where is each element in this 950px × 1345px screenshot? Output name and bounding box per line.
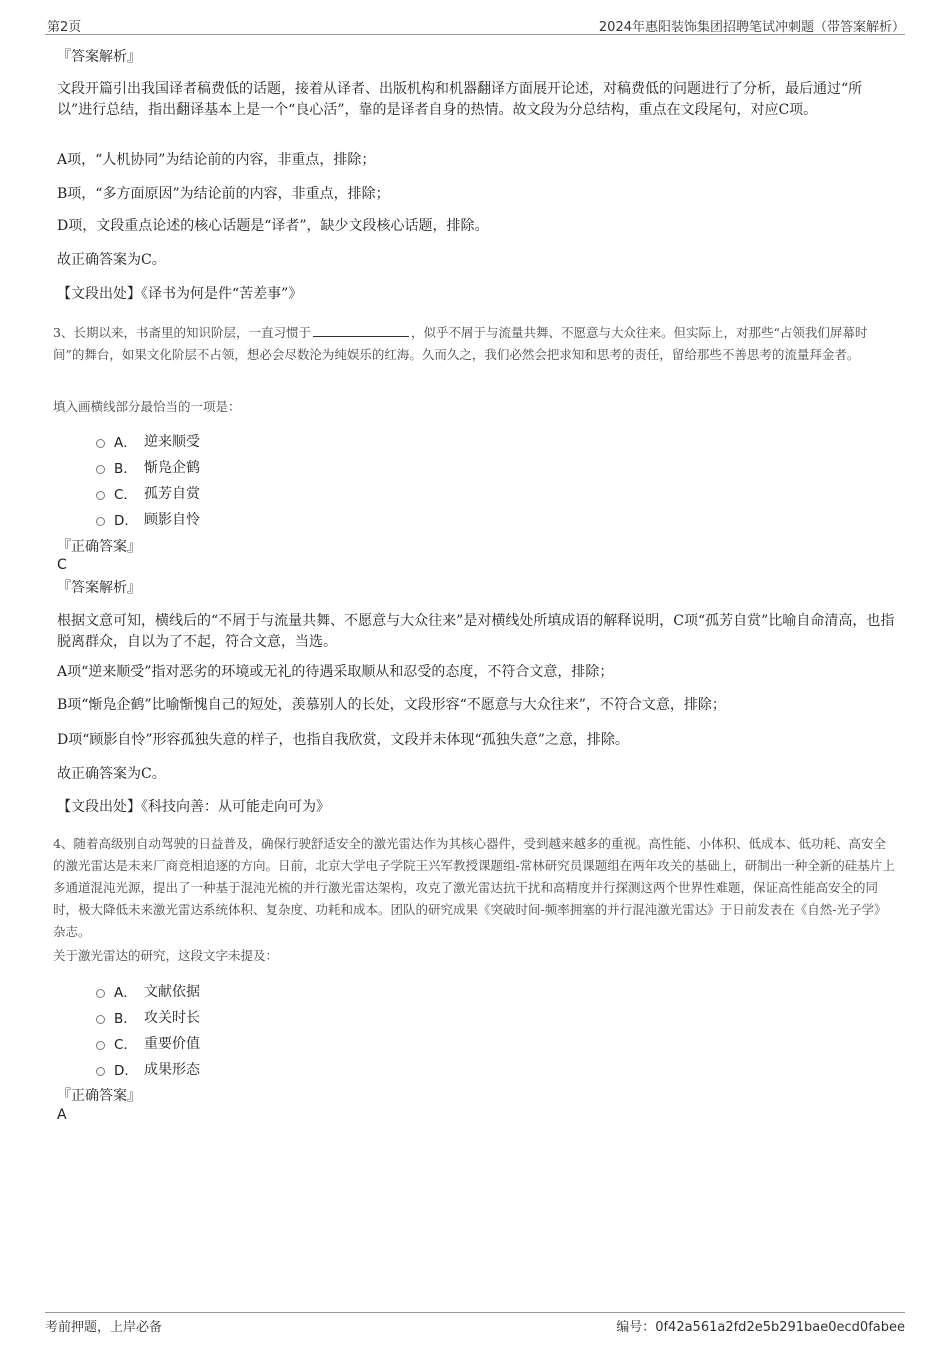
radio-icon[interactable] xyxy=(96,1067,105,1076)
q4-prompt: 关于激光雷达的研究，这段文字未提及： xyxy=(53,948,279,963)
q4-option-b[interactable]: B． 攻关时长 xyxy=(96,1004,200,1030)
q3-option-b[interactable]: B． 惭凫企鹤 xyxy=(96,454,200,480)
q2-analysis-conclusion: 故正确答案为C。 xyxy=(57,252,166,268)
q3-analysis-option-d: D项“顾影自怜”形容孤独失意的样子，也指自我欣赏，文段并未体现“孤独失意”之意，排除。 xyxy=(57,732,629,748)
document-title: 2024年惠阳装饰集团招聘笔试冲刺题（带答案解析） xyxy=(598,20,905,35)
footer-slogan: 考前押题，上岸必备 xyxy=(45,1320,163,1335)
q4-correct-heading: 『正确答案』 xyxy=(57,1088,141,1104)
q2-analysis-paragraph: 文段开篇引出我国译者稿费低的话题，接着从译者、出版机构和机器翻译方面展开论述，对稿费低的问题进行了分析，最后通过“所以”进行总结，指出翻译基本上是一个“良心活”，靠的是译者自身的热情。故文段为分总结构，重点在文段尾句，对应C项。 xyxy=(57,81,863,118)
page-footer xyxy=(45,1312,905,1335)
footer-code xyxy=(616,1316,905,1335)
q4-stem: 4、随着高级别自动驾驶的日益普及，确保行驶舒适安全的激光雷达作为其核心器件，受到越来越多的重视。高性能、小体积、低成本、低功耗、高安全的激光雷达是未来厂商竞相追逐的方向。日前，北京大学电子学院王兴军教授课题组-常林研究员课题组在两年攻关的基础上，研制出一种全新的硅基片上多通道混沌光源，提出了一种基于混沌光梳的并行激光雷达架构，攻克了激光雷达抗干扰和高精度并行探测这两个世界性难题，保证高性能高安全的同时，极大降低未来激光雷达系统体积、复杂度、功耗和成本。团队的研究成果《突破时间-频率拥塞的并行混沌激光雷达》于日前发表在《自然-光子学》杂志。 xyxy=(53,836,895,939)
q2-analysis-option-d: D项，文段重点论述的核心话题是“译者”，缺少文段核心话题，排除。 xyxy=(57,218,489,234)
radio-icon[interactable] xyxy=(96,465,105,474)
page-number: 第2页 xyxy=(47,20,82,35)
radio-icon[interactable] xyxy=(96,1041,105,1050)
q4-option-d[interactable]: D． 成果形态 xyxy=(96,1056,200,1082)
q3-analysis-conclusion: 故正确答案为C。 xyxy=(57,766,166,782)
q2-analysis-option-b: B项，“多方面原因”为结论前的内容，非重点，排除； xyxy=(57,186,390,202)
q4-options xyxy=(96,978,200,1082)
q3-options xyxy=(96,428,200,532)
q3-correct-heading: 『正确答案』 xyxy=(57,539,141,555)
q3-analysis-paragraph: 根据文意可知，横线后的“不屑于与流量共舞、不愿意与大众往来”是对横线处所填成语的解释说明，C项“孤芳自赏”比喻自命清高，也指脱离群众，自以为了不起，符合文意，当选。 xyxy=(57,613,895,650)
q3-source: 【文段出处】《科技向善：从可能走向可为》 xyxy=(57,799,330,815)
radio-icon[interactable] xyxy=(96,1015,105,1024)
page-header xyxy=(45,14,905,35)
q2-source: 【文段出处】《译书为何是件“苦差事”》 xyxy=(57,286,303,302)
q4-option-c[interactable]: C． 重要价值 xyxy=(96,1030,200,1056)
radio-icon[interactable] xyxy=(96,439,105,448)
footer-code-value: 0f42a561a2fd2e5b291bae0ecd0fabee xyxy=(655,1320,905,1335)
q3-correct-answer: C xyxy=(57,557,67,573)
q3-analysis-option-a: A项“逆来顺受”指对恶劣的环境或无礼的待遇采取顺从和忍受的态度，不符合文意，排除； xyxy=(57,664,614,680)
radio-icon[interactable] xyxy=(96,517,105,526)
q3-stem-before: 3、长期以来，书斋里的知识阶层，一直习惯于 xyxy=(53,325,311,340)
footer-code-label: 编号： xyxy=(616,1320,656,1335)
q4-correct-answer: A xyxy=(57,1107,67,1123)
q4-option-a[interactable]: A． 文献依据 xyxy=(96,978,200,1004)
q3-option-a[interactable]: A． 逆来顺受 xyxy=(96,428,200,454)
q3-option-d[interactable]: D． 顾影自怜 xyxy=(96,506,200,532)
radio-icon[interactable] xyxy=(96,989,105,998)
q3-stem xyxy=(53,322,898,366)
q3-analysis-option-b: B项“惭凫企鹤”比喻惭愧自己的短处，羡慕别人的长处，文段形容“不愿意与大众往来”，不符合文意，排除； xyxy=(57,697,726,713)
q3-option-c[interactable]: C． 孤芳自赏 xyxy=(96,480,200,506)
q3-analysis-heading: 『答案解析』 xyxy=(57,580,141,596)
q2-analysis-heading: 『答案解析』 xyxy=(57,49,141,65)
q3-fill-blank xyxy=(313,324,409,337)
q2-analysis-option-a: A项，“人机协同”为结论前的内容，非重点，排除； xyxy=(57,152,376,168)
q3-prompt: 填入画横线部分最恰当的一项是： xyxy=(53,399,241,414)
q3-stem-after: ，似乎不屑于与流量共舞、不愿意与大众往来。但实际上，对那些“占领我们屏幕时间”的舞台，如果文化阶层不占领，想必会尽数沦为纯娱乐的红海。久而久之，我们必然会把求知和思考的责任，留给那些不善思考的流量拜金者。 xyxy=(53,325,868,362)
radio-icon[interactable] xyxy=(96,491,105,500)
